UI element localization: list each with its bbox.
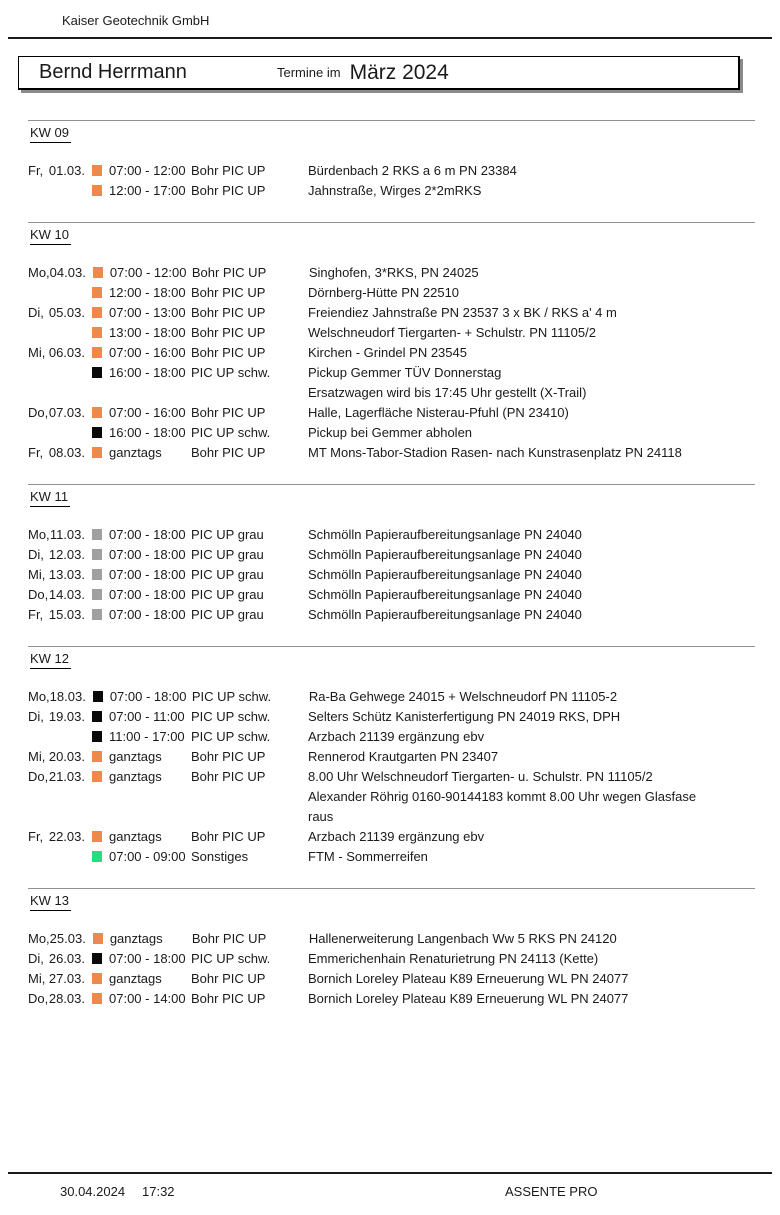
day-column xyxy=(28,345,85,360)
category-label: Bohr PIC UP xyxy=(191,404,266,420)
day-date: 05.03. xyxy=(48,304,85,320)
day-date: 07.03. xyxy=(48,404,85,420)
time-range: 07:00 - 14:00 xyxy=(109,990,186,1006)
appointment-row xyxy=(28,422,755,442)
time-range: ganztags xyxy=(109,970,162,986)
appointment-row xyxy=(28,928,755,948)
week-rows xyxy=(28,686,755,866)
appointment-description: 8.00 Uhr Welschneudorf Tiergarten- u. Schulstr. PN 11105/2 xyxy=(308,768,653,784)
category-label: Bohr PIC UP xyxy=(191,304,266,320)
gray-category-marker xyxy=(92,569,102,580)
appointment-description: Welschneudorf Tiergarten- + Schulstr. PN 11105/2 xyxy=(308,324,596,340)
time-range: 07:00 - 16:00 xyxy=(109,404,186,420)
day-column xyxy=(28,567,85,582)
day-date: 04.03. xyxy=(49,264,86,280)
day-abbr: Mi, xyxy=(28,566,46,582)
category-label: PIC UP schw. xyxy=(191,424,271,440)
day-date: 28.03. xyxy=(48,990,85,1006)
time-range: ganztags xyxy=(109,930,163,946)
time-range: ganztags xyxy=(109,768,162,784)
green-category-marker xyxy=(92,851,102,862)
appointment-row xyxy=(28,686,755,706)
category-label: PIC UP schw. xyxy=(191,950,271,966)
appointment-description: Bornich Loreley Plateau K89 Erneuerung WL PN 24077 xyxy=(308,970,629,986)
day-column xyxy=(28,709,85,724)
appointment-row xyxy=(28,544,755,564)
appointment-description: Dörnberg-Hütte PN 22510 xyxy=(308,284,460,300)
orange-category-marker xyxy=(92,347,102,358)
time-range: 07:00 - 18:00 xyxy=(109,606,186,622)
day-abbr: Mo, xyxy=(28,688,50,704)
day-date: 26.03. xyxy=(48,950,85,966)
category-label: Bohr PIC UP xyxy=(191,182,266,198)
time-range: 07:00 - 18:00 xyxy=(109,546,186,562)
day-date: 27.03. xyxy=(48,970,85,986)
appointment-description: Emmerichenhain Renaturietrung PN 24113 (Kette) xyxy=(308,950,599,966)
orange-category-marker xyxy=(92,185,102,196)
appointment-description: Arzbach 21139 ergänzung ebv xyxy=(308,728,485,744)
day-column xyxy=(28,991,85,1006)
appointment-row xyxy=(28,564,755,584)
appointment-row xyxy=(28,806,755,826)
time-range: 07:00 - 18:00 xyxy=(109,688,187,704)
time-range: ganztags xyxy=(109,748,162,764)
category-label: PIC UP grau xyxy=(191,606,264,622)
day-abbr: Di, xyxy=(28,304,44,320)
time-range: 07:00 - 18:00 xyxy=(109,566,186,582)
appointment-description: MT Mons-Tabor-Stadion Rasen- nach Kunstrasenplatz PN 24118 xyxy=(308,444,682,460)
appointment-row xyxy=(28,988,755,1008)
report-title-prefix: Termine im xyxy=(277,65,341,80)
appointment-description: raus xyxy=(308,808,334,824)
appointment-description: Schmölln Papieraufbereitungsanlage PN 24040 xyxy=(308,566,582,582)
orange-category-marker xyxy=(92,447,102,458)
appointment-description: Pickup bei Gemmer abholen xyxy=(308,424,473,440)
week-label: KW 11 xyxy=(30,489,70,507)
appointment-row xyxy=(28,180,755,200)
day-column xyxy=(28,265,86,280)
week-label: KW 13 xyxy=(30,893,71,911)
day-column xyxy=(28,405,85,420)
week-section xyxy=(28,222,755,484)
weeks xyxy=(28,120,755,1030)
appointment-description: FTM - Sommerreifen xyxy=(308,848,428,864)
orange-category-marker xyxy=(93,933,103,944)
day-abbr: Do, xyxy=(28,586,49,602)
day-column xyxy=(28,971,85,986)
orange-category-marker xyxy=(92,771,102,782)
week-rows xyxy=(28,524,755,624)
time-range: 07:00 - 12:00 xyxy=(109,264,187,280)
category-label: Bohr PIC UP xyxy=(191,990,266,1006)
week-section xyxy=(28,120,755,222)
appointment-row xyxy=(28,826,755,846)
time-range: 12:00 - 17:00 xyxy=(109,182,186,198)
day-date: 20.03. xyxy=(48,748,85,764)
black-category-marker xyxy=(92,711,102,722)
company-name: Kaiser Geotechnik GmbH xyxy=(62,13,210,28)
day-column xyxy=(28,769,85,784)
category-label: Bohr PIC UP xyxy=(191,768,266,784)
header-divider xyxy=(8,37,772,39)
appointment-description: Rennerod Krautgarten PN 23407 xyxy=(308,748,499,764)
orange-category-marker xyxy=(92,307,102,318)
appointment-row xyxy=(28,786,755,806)
category-label: PIC UP schw. xyxy=(191,364,271,380)
time-range: 07:00 - 18:00 xyxy=(109,950,186,966)
time-range: 16:00 - 18:00 xyxy=(109,424,186,440)
time-range: ganztags xyxy=(109,828,162,844)
appointment-row xyxy=(28,706,755,726)
day-column xyxy=(28,951,85,966)
week-rows xyxy=(28,160,755,200)
black-category-marker xyxy=(92,731,102,742)
category-label: PIC UP schw. xyxy=(191,688,272,704)
appointment-description: Schmölln Papieraufbereitungsanlage PN 24040 xyxy=(308,526,582,542)
appointment-description: Hallenerweiterung Langenbach Ww 5 RKS PN 24120 xyxy=(308,930,617,946)
appointment-row xyxy=(28,160,755,180)
day-abbr: Do, xyxy=(28,404,49,420)
appointment-row xyxy=(28,584,755,604)
appointment-row xyxy=(28,746,755,766)
week-label: KW 10 xyxy=(30,227,71,245)
category-label: Bohr PIC UP xyxy=(191,828,266,844)
day-date: 11.03. xyxy=(49,526,85,542)
day-column xyxy=(28,305,85,320)
gray-category-marker xyxy=(92,529,102,540)
appointment-row xyxy=(28,302,755,322)
appointment-description: Schmölln Papieraufbereitungsanlage PN 24040 xyxy=(308,606,582,622)
appointment-description: Alexander Röhrig 0160-90144183 kommt 8.00 Uhr wegen Glasfase xyxy=(308,788,697,804)
day-abbr: Do, xyxy=(28,990,49,1006)
appointment-row xyxy=(28,948,755,968)
time-range: 13:00 - 18:00 xyxy=(109,324,186,340)
day-date: 13.03. xyxy=(48,566,85,582)
day-abbr: Di, xyxy=(28,950,44,966)
appointment-description: Schmölln Papieraufbereitungsanlage PN 24040 xyxy=(308,546,582,562)
day-abbr: Mi, xyxy=(28,970,46,986)
day-date: 25.03. xyxy=(49,930,86,946)
person-name: Bernd Herrmann xyxy=(39,61,187,83)
category-label: Bohr PIC UP xyxy=(191,284,266,300)
appointment-row xyxy=(28,262,755,282)
day-column xyxy=(28,587,85,602)
category-label: Bohr PIC UP xyxy=(191,930,267,946)
gray-category-marker xyxy=(92,549,102,560)
orange-category-marker xyxy=(92,973,102,984)
day-abbr: Fr, xyxy=(28,444,44,460)
footer-print-date: 30.04.2024 xyxy=(60,1184,126,1199)
day-column xyxy=(28,689,86,704)
week-section xyxy=(28,484,755,646)
time-range: 07:00 - 18:00 xyxy=(109,586,186,602)
day-abbr: Fr, xyxy=(28,828,44,844)
orange-category-marker xyxy=(92,287,102,298)
category-label: PIC UP schw. xyxy=(191,708,271,724)
appointment-description: Ra-Ba Gehwege 24015 + Welschneudorf PN 11105-2 xyxy=(308,688,618,704)
day-date: 18.03. xyxy=(49,688,86,704)
report-title-month: März 2024 xyxy=(349,60,449,84)
gray-category-marker xyxy=(92,589,102,600)
day-abbr: Mo, xyxy=(28,930,50,946)
black-category-marker xyxy=(92,367,102,378)
day-column xyxy=(28,547,85,562)
time-range: 07:00 - 13:00 xyxy=(109,304,186,320)
title-box xyxy=(18,56,740,90)
day-abbr: Mi, xyxy=(28,748,46,764)
category-label: Bohr PIC UP xyxy=(191,970,266,986)
gray-category-marker xyxy=(92,609,102,620)
day-abbr: Mi, xyxy=(28,344,46,360)
day-date: 06.03. xyxy=(48,344,85,360)
category-label: PIC UP grau xyxy=(191,566,264,582)
category-label: Bohr PIC UP xyxy=(191,162,266,178)
day-abbr: Fr, xyxy=(28,606,44,622)
day-column xyxy=(28,163,85,178)
day-column xyxy=(28,607,85,622)
category-label: PIC UP grau xyxy=(191,586,264,602)
appointment-description: Selters Schütz Kanisterfertigung PN 24019 RKS, DPH xyxy=(308,708,621,724)
day-date: 19.03. xyxy=(48,708,85,724)
day-date: 14.03. xyxy=(48,586,85,602)
category-label: Bohr PIC UP xyxy=(191,264,267,280)
appointment-row xyxy=(28,282,755,302)
appointment-row xyxy=(28,402,755,422)
appointment-description: Schmölln Papieraufbereitungsanlage PN 24040 xyxy=(308,586,582,602)
time-range: 12:00 - 18:00 xyxy=(109,284,186,300)
category-label: Bohr PIC UP xyxy=(191,344,266,360)
day-abbr: Do, xyxy=(28,768,49,784)
day-column xyxy=(28,931,86,946)
day-date: 12.03. xyxy=(48,546,85,562)
appointment-description: Jahnstraße, Wirges 2*2mRKS xyxy=(308,182,482,198)
appointment-row xyxy=(28,362,755,382)
day-column xyxy=(28,829,85,844)
time-range: 07:00 - 11:00 xyxy=(109,708,185,724)
week-label: KW 09 xyxy=(30,125,71,143)
orange-category-marker xyxy=(92,327,102,338)
appointment-row xyxy=(28,726,755,746)
day-abbr: Mo, xyxy=(28,526,50,542)
appointment-description: Ersatzwagen wird bis 17:45 Uhr gestellt (X-Trail) xyxy=(308,384,587,400)
day-date: 22.03. xyxy=(48,828,85,844)
appointment-row xyxy=(28,442,755,462)
appointment-row xyxy=(28,604,755,624)
appointment-row xyxy=(28,968,755,988)
week-section xyxy=(28,888,755,1030)
black-category-marker xyxy=(92,427,102,438)
black-category-marker xyxy=(93,691,103,702)
category-label: PIC UP schw. xyxy=(191,728,271,744)
week-rows xyxy=(28,262,755,462)
footer-app-name: ASSENTE PRO xyxy=(505,1184,598,1199)
category-label: Bohr PIC UP xyxy=(191,444,266,460)
day-date: 01.03. xyxy=(48,162,85,178)
appointment-row xyxy=(28,382,755,402)
appointment-description: Singhofen, 3*RKS, PN 24025 xyxy=(308,264,479,280)
appointment-description: Bürdenbach 2 RKS a 6 m PN 23384 xyxy=(308,162,517,178)
time-range: 11:00 - 17:00 xyxy=(109,728,185,744)
week-rows xyxy=(28,928,755,1008)
day-abbr: Mo, xyxy=(28,264,50,280)
day-date: 15.03. xyxy=(48,606,85,622)
category-label: Bohr PIC UP xyxy=(191,748,266,764)
orange-category-marker xyxy=(93,267,103,278)
appointment-description: Pickup Gemmer TÜV Donnerstag xyxy=(308,364,502,380)
day-abbr: Di, xyxy=(28,708,44,724)
time-range: 07:00 - 12:00 xyxy=(109,162,186,178)
footer-divider xyxy=(8,1172,772,1174)
category-label: Bohr PIC UP xyxy=(191,324,266,340)
appointment-row xyxy=(28,846,755,866)
week-section xyxy=(28,646,755,888)
day-column xyxy=(28,749,85,764)
day-abbr: Di, xyxy=(28,546,44,562)
time-range: 07:00 - 18:00 xyxy=(109,526,186,542)
week-label: KW 12 xyxy=(30,651,71,669)
appointment-row xyxy=(28,766,755,786)
time-range: 16:00 - 18:00 xyxy=(109,364,186,380)
black-category-marker xyxy=(92,953,102,964)
category-label: PIC UP grau xyxy=(191,526,264,542)
day-column xyxy=(28,527,85,542)
category-label: Sonstiges xyxy=(191,848,249,864)
day-column xyxy=(28,445,85,460)
appointment-row xyxy=(28,342,755,362)
appointment-description: Freiendiez Jahnstraße PN 23537 3 x BK / RKS a' 4 m xyxy=(308,304,617,320)
orange-category-marker xyxy=(92,831,102,842)
orange-category-marker xyxy=(92,165,102,176)
appointment-description: Kirchen - Grindel PN 23545 xyxy=(308,344,467,360)
orange-category-marker xyxy=(92,751,102,762)
orange-category-marker xyxy=(92,407,102,418)
day-date: 08.03. xyxy=(48,444,85,460)
time-range: 07:00 - 16:00 xyxy=(109,344,186,360)
day-date: 21.03. xyxy=(48,768,85,784)
day-abbr: Fr, xyxy=(28,162,44,178)
category-label: PIC UP grau xyxy=(191,546,264,562)
time-range: 07:00 - 09:00 xyxy=(109,848,186,864)
time-range: ganztags xyxy=(109,444,162,460)
appointment-description: Halle, Lagerfläche Nisterau-Pfuhl (PN 23410) xyxy=(308,404,569,420)
appointment-description: Bornich Loreley Plateau K89 Erneuerung WL PN 24077 xyxy=(308,990,629,1006)
appointment-row xyxy=(28,322,755,342)
orange-category-marker xyxy=(92,993,102,1004)
footer-print-time: 17:32 xyxy=(142,1184,175,1199)
appointment-row xyxy=(28,524,755,544)
appointment-description: Arzbach 21139 ergänzung ebv xyxy=(308,828,485,844)
